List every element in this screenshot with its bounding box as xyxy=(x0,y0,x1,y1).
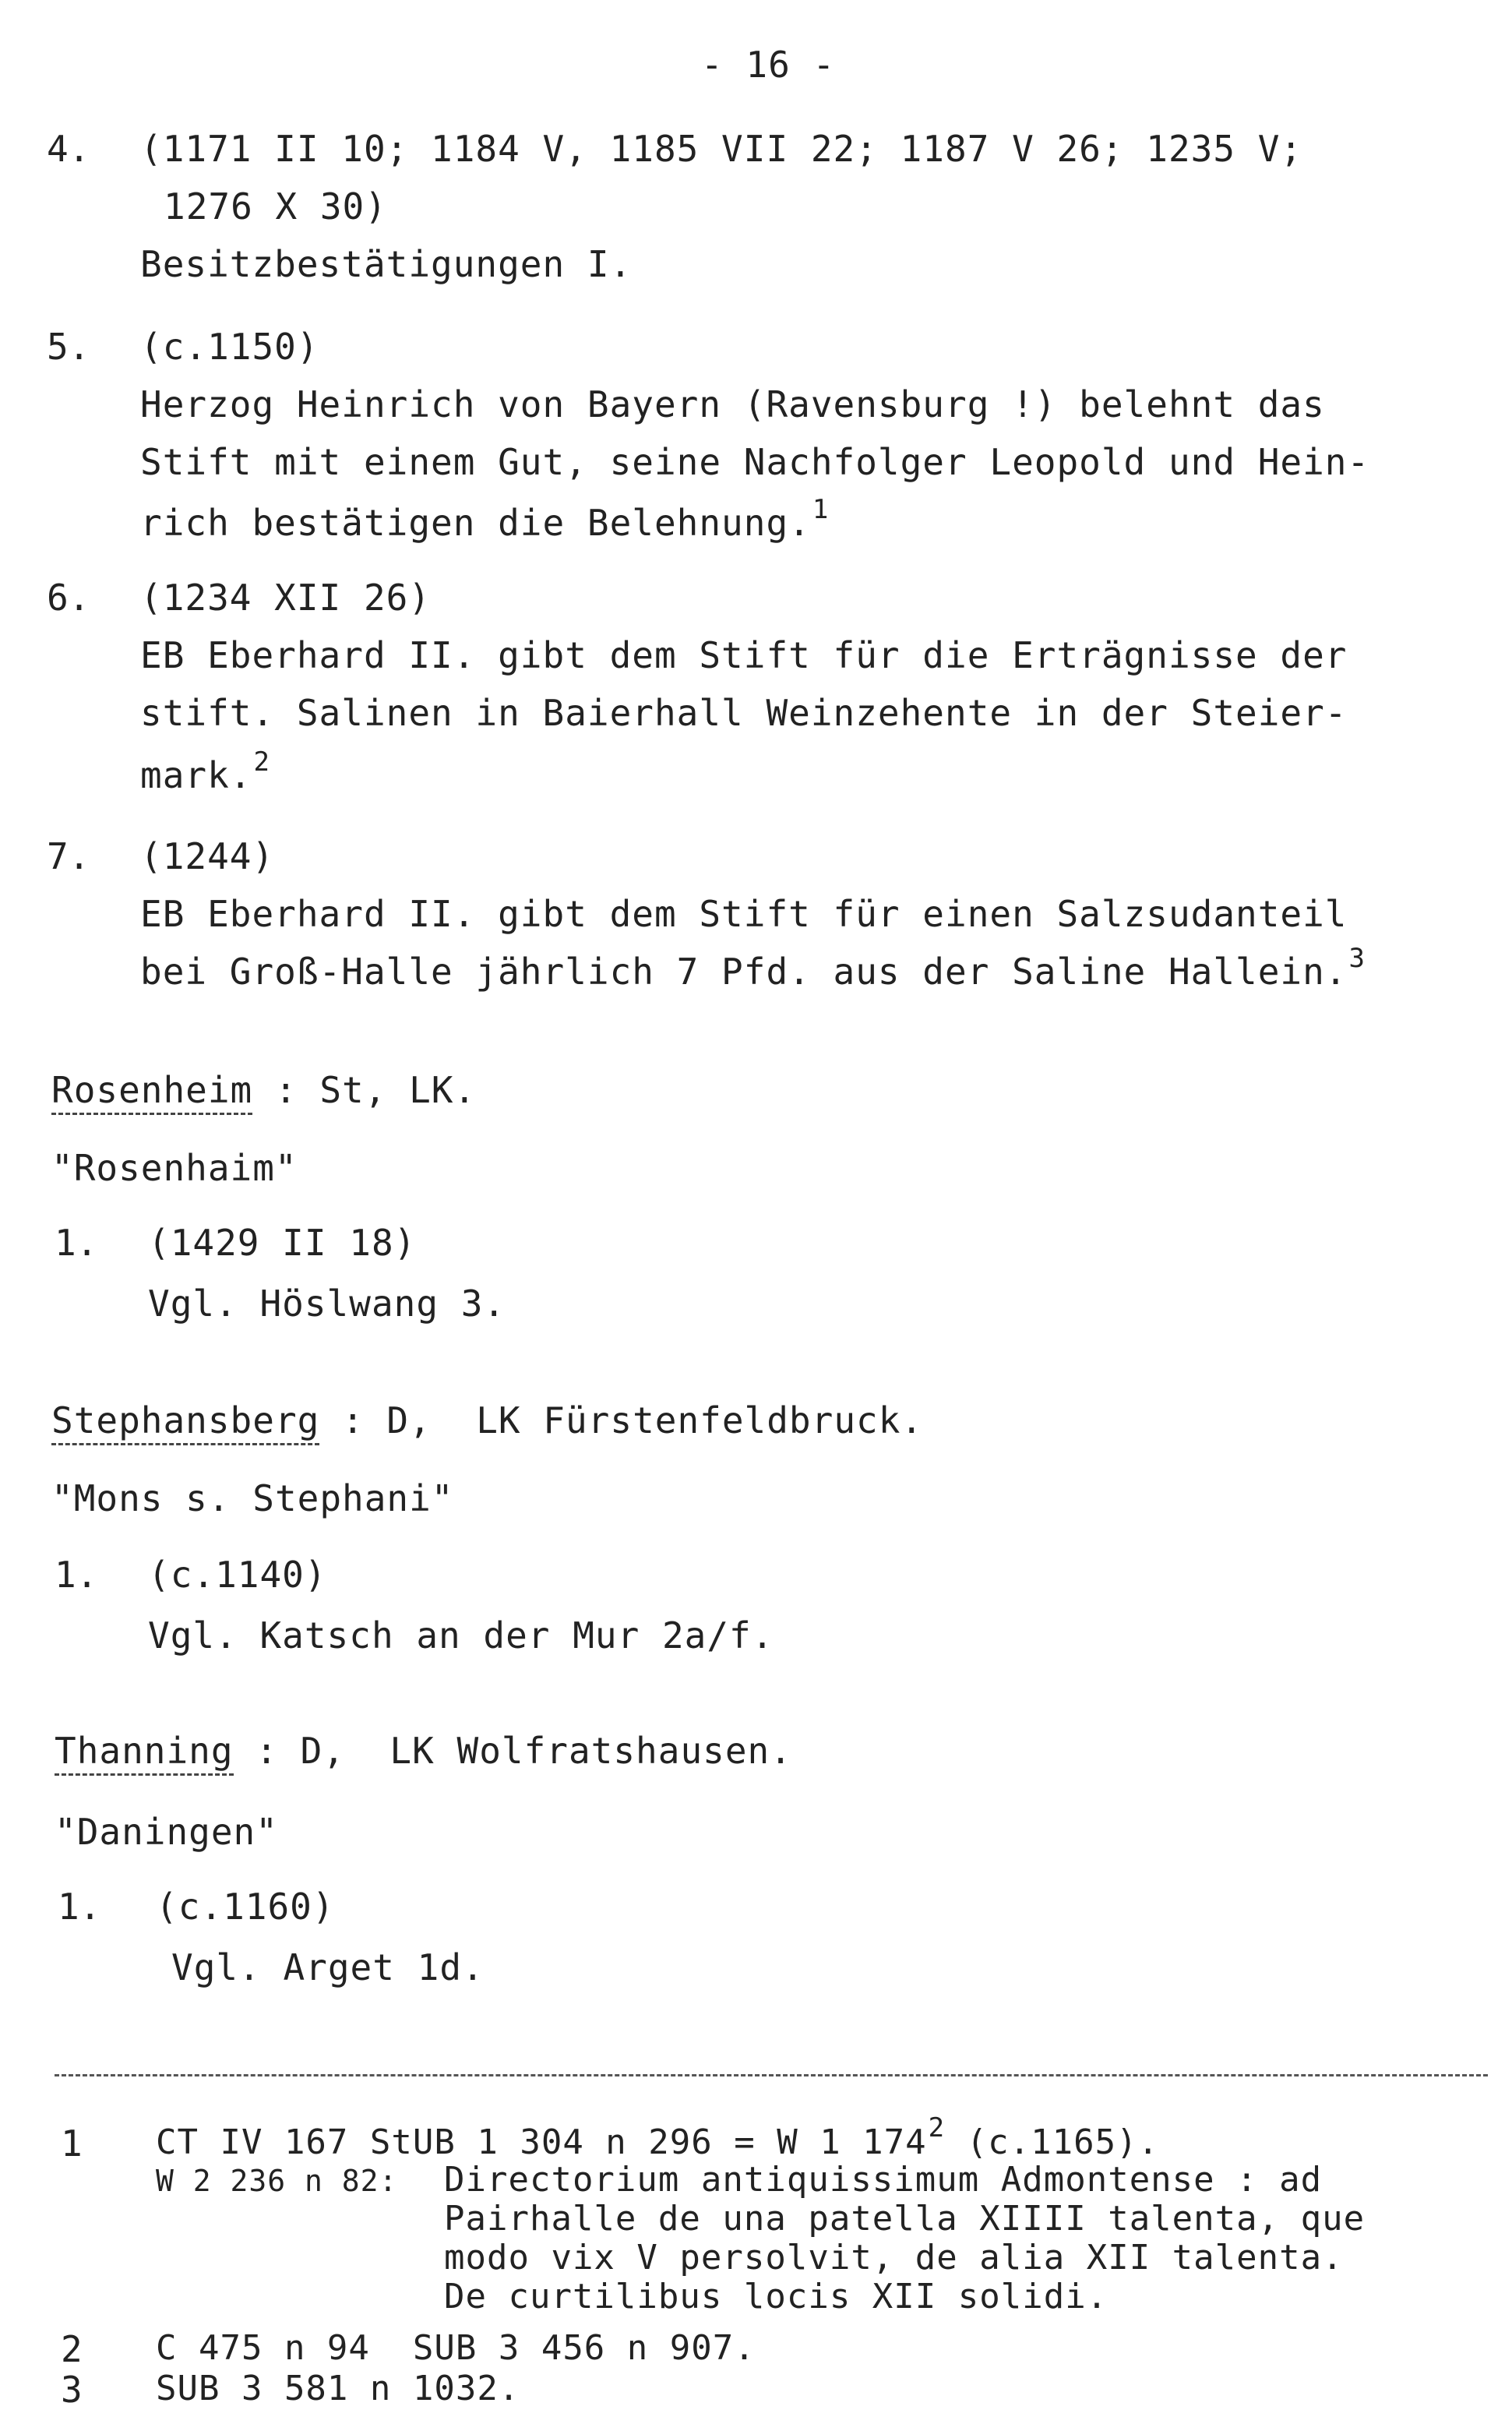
footnote-separator xyxy=(55,2074,1488,2076)
page-number: - 16 - xyxy=(701,44,836,86)
place-name: Rosenheim xyxy=(51,1069,252,1115)
footnote-marker: 2 xyxy=(253,746,270,778)
entry-date: (1429 II 18) xyxy=(148,1222,417,1264)
place-description: : D, LK Fürstenfeldbruck. xyxy=(319,1399,924,1441)
place-variant: "Mons s. Stephani" xyxy=(51,1477,454,1519)
entry-number: 1. xyxy=(58,1886,101,1928)
footnote-subref: W 2 236 n 82: xyxy=(156,2164,398,2198)
entry-text: Besitzbestätigungen I. xyxy=(140,243,633,285)
footnote-text: CT IV 167 StUB 1 304 n 296 = W 1 $174^2$ (c.1165). xyxy=(156,2112,1160,2162)
entry-text: mark.$^2$ xyxy=(140,746,270,796)
footnote-marker: 3 xyxy=(1348,943,1366,974)
footnote-number: 2 xyxy=(61,2328,83,2370)
footnote-marker: 1 xyxy=(812,494,830,525)
entry-text: Stift mit einem Gut, seine Nachfolger Leopold und Hein- xyxy=(140,441,1370,483)
entry-text: stift. Salinen in Baierhall Weinzehente in der Steier- xyxy=(140,692,1348,734)
entry-reference: Vgl. Arget 1d. xyxy=(171,1946,485,1988)
entry-date: (c.1140) xyxy=(148,1554,327,1596)
entry-number: 1. xyxy=(55,1222,98,1264)
footnote-quote: modo vix V persolvit, de alia XII talenta. xyxy=(444,2238,1344,2278)
entry-date: (1234 XII 26) xyxy=(140,577,432,619)
footnote-superscript: 2 xyxy=(928,2112,946,2143)
footnote-quote: Pairhalle de una patella XIIII talenta, que xyxy=(444,2199,1366,2239)
footnote-number: 3 xyxy=(61,2369,83,2411)
footnote-number: 1 xyxy=(61,2122,83,2165)
entry-date: (c.1150) xyxy=(140,326,319,368)
entry-reference: Vgl. Höslwang 3. xyxy=(148,1283,506,1325)
footnote-text: SUB 3 581 n 1032. xyxy=(156,2369,520,2408)
entry-number: 7. xyxy=(47,835,90,877)
place-name: Thanning xyxy=(55,1730,234,1776)
footnote-quote: De curtilibus locis XII solidi. xyxy=(444,2277,1108,2316)
footnote-quote: Directorium antiquissimum Admontense : ad xyxy=(444,2160,1323,2200)
place-description: : St, LK. xyxy=(252,1069,477,1111)
entry-date: (1244) xyxy=(140,835,275,877)
entry-text: EB Eberhard II. gibt dem Stift für die Erträgnisse der xyxy=(140,634,1348,676)
entry-number: 5. xyxy=(47,326,90,368)
place-heading xyxy=(51,1069,477,1111)
entry-date: (1171 II 10; 1184 V, 1185 VII 22; 1187 V 26; 1235 V; xyxy=(140,128,1303,170)
entry-text: bei Groß-Halle jährlich 7 Pfd. aus der Saline Hallein.$^3$ xyxy=(140,943,1366,993)
place-heading xyxy=(51,1399,924,1441)
place-name: Stephansberg xyxy=(51,1399,319,1445)
entry-number: 4. xyxy=(47,128,90,170)
entry-number: 1. xyxy=(55,1554,98,1596)
place-heading xyxy=(55,1730,792,1772)
entry-text: EB Eberhard II. gibt dem Stift für einen Salzsudanteil xyxy=(140,893,1348,935)
entry-date: (c.1160) xyxy=(156,1886,335,1928)
entry-text: rich bestätigen die Belehnung.$^1$ xyxy=(140,494,830,544)
entry-number: 6. xyxy=(47,577,90,619)
entry-reference: Vgl. Katsch an der Mur 2a/f. xyxy=(148,1614,774,1657)
place-description: : D, LK Wolfratshausen. xyxy=(233,1730,792,1772)
place-variant: "Rosenhaim" xyxy=(51,1147,298,1189)
place-variant: "Daningen" xyxy=(55,1811,278,1853)
entry-date-cont: 1276 X 30) xyxy=(164,185,387,228)
footnote-text: C 475 n 94 SUB 3 456 n 907. xyxy=(156,2328,756,2368)
entry-text: Herzog Heinrich von Bayern (Ravensburg !) belehnt das xyxy=(140,383,1325,425)
